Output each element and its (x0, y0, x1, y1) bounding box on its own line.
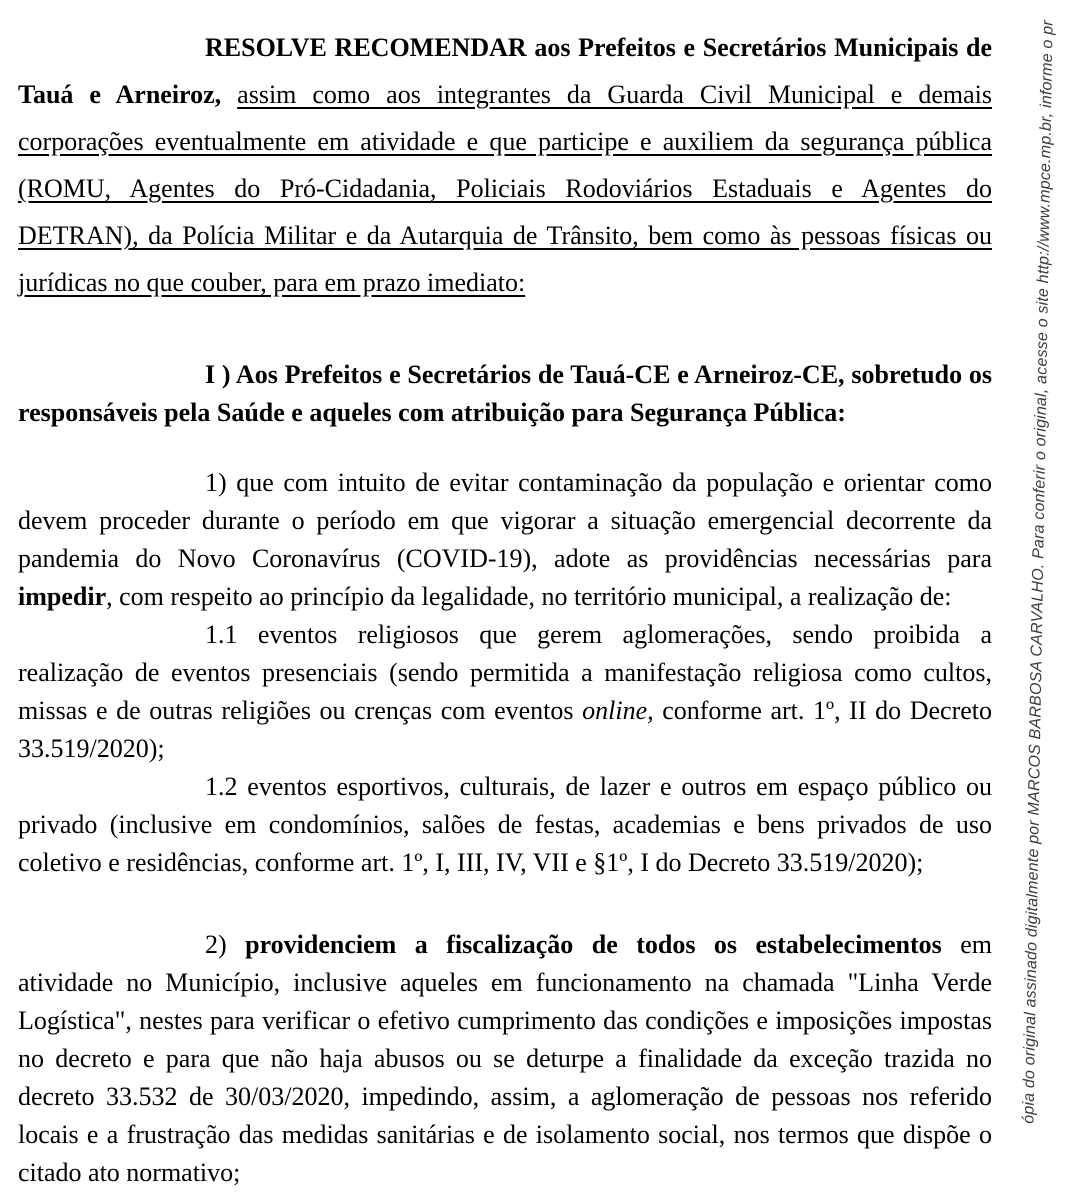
text-run: RESOLVE RECOMENDAR aos Prefeitos e Secretários Municipais de Tauá e Arneiroz, (18, 33, 992, 109)
digital-signature-note: ópia do original assinado digitalmente por MARCOS BARBOSA CARVALHO. Para conferir o original, acesse o site http://www.mpce.mp.br, informe o pr (1020, 20, 1057, 1124)
text-run: 1) que com intuito de evitar contaminação da população e orientar como devem proceder durante o período em que vigorar a situação emergencial decorrente da pandemia do Novo Coronavírus (COVID-19), adote as providências necessárias para (18, 468, 992, 573)
text-run: impedir (18, 582, 107, 611)
paragraph-item-2 (18, 926, 992, 1192)
paragraph-item-1 (18, 464, 992, 616)
text-run: em atividade no Município, inclusive aqueles em funcionamento na chamada "Linha Verde Logística", nestes para verificar o efetivo cumprimento das condições e imposições impostas no decreto e para que não haja abusos ou se deturpe a finalidade da exceção trazida no decreto 33.532 de 30/03/2020, impedindo, assim, a aglomeração de pessoas nos referido locais e a frustração das medidas sanitárias e de isolamento social, nos termos que dispõe o citado ato normativo; (18, 930, 992, 1187)
paragraph-resolve-recomendar (18, 24, 992, 306)
text-run: providenciem a fiscalização de todos os estabelecimentos (245, 930, 942, 959)
text-run: , com respeito ao princípio da legalidade, no território municipal, a realização de: (106, 582, 952, 611)
text-run: 1.2 eventos esportivos, culturais, de lazer e outros em espaço público ou privado (inclusive em condomínios, salões de festas, academias e bens privados de uso coletivo e residências, conforme art. 1º, I, III, IV, VII e §1º, I do Decreto 33.519/2020); (18, 772, 992, 877)
paragraph-item-1-1 (18, 616, 992, 768)
section-heading-i (18, 356, 992, 432)
paragraph-item-1-2 (18, 768, 992, 882)
text-run: conforme art. 1º, II do Decreto 33.519/2020); (18, 696, 992, 763)
document-body (18, 24, 992, 1192)
text-run: 1.1 eventos religiosos que gerem aglomerações, sendo proibida a realização de eventos presenciais (sendo permitida a manifestação religiosa como cultos, missas e de outras religiões ou crenças com eventos (18, 620, 992, 725)
text-run: assim como aos integrantes da Guarda Civil Municipal e demais corporações eventualmente em atividade e que participe e auxiliem da segurança pública (ROMU, Agentes do Pró-Cidadania, Policiais Rodoviários Estaduais e Agentes do DETRAN), da Polícia Militar e da Autarquia de Trânsito, bem como às pessoas físicas ou jurídicas no que couber, para em prazo imediato: (18, 80, 992, 297)
text-run: online, (582, 696, 654, 725)
text-run: 2) (205, 930, 246, 959)
text-run: I ) Aos Prefeitos e Secretários de Tauá-CE e Arneiroz-CE, sobretudo os responsáveis pela Saúde e aqueles com atribuição para Segurança Pública: (18, 360, 992, 427)
